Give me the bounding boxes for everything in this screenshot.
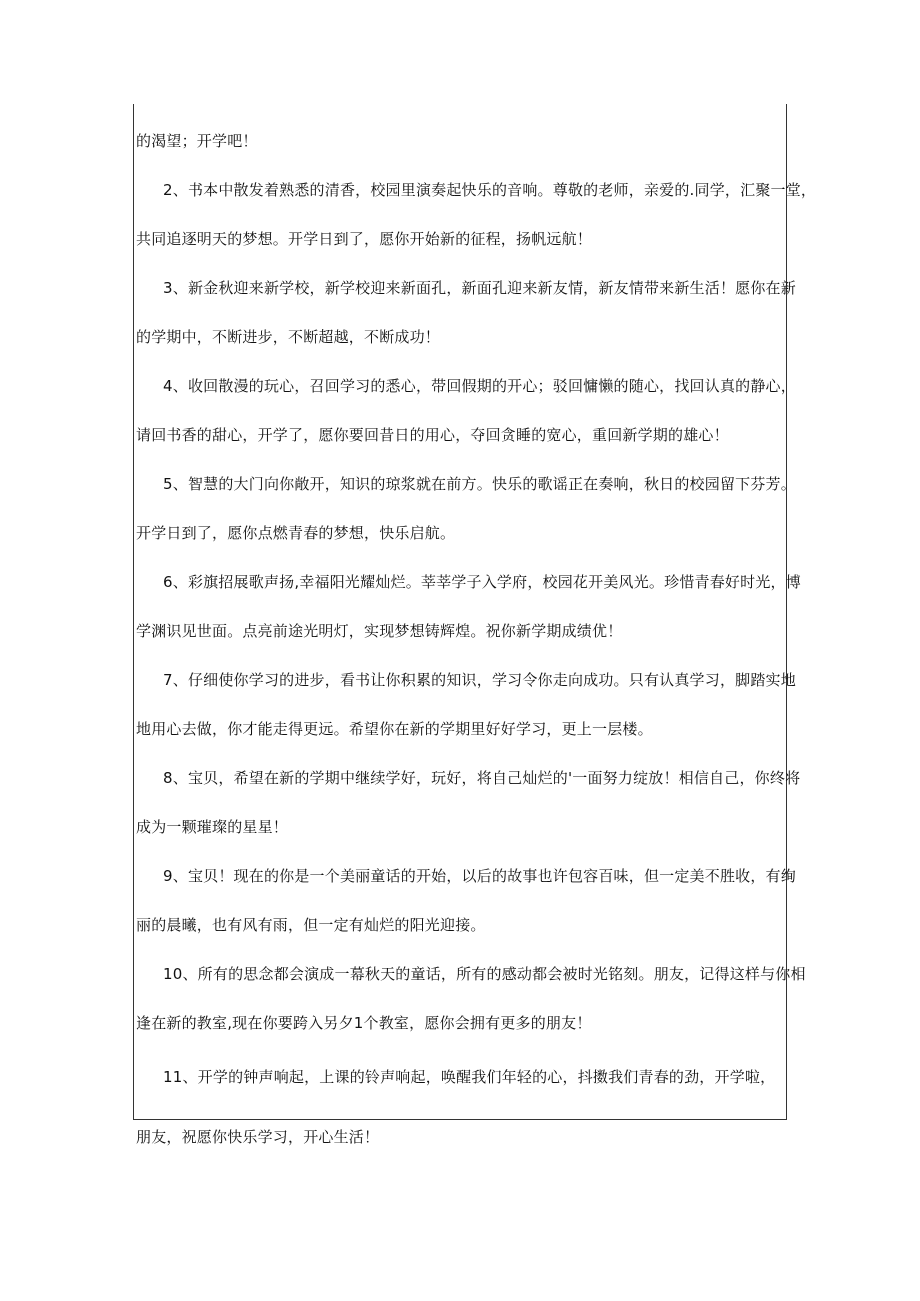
paragraph-10-line-2: 逢在新的教室,现在你要跨入另夕1个教室，愿你会拥有更多的朋友！ xyxy=(136,1014,592,1032)
continuation-text: 的渴望；开学吧！ xyxy=(136,132,258,150)
paragraph-9-line-1: 9、宝贝！现在的你是一个美丽童话的开始，以后的故事也许包容百味，但一定美不胜收，有绚 xyxy=(163,867,796,885)
paragraph-7-line-1: 7、仔细使你学习的进步，看书让你积累的知识，学习令你走向成功。只有认真学习，脚踏实地 xyxy=(163,671,796,689)
paragraph-4-line-2: 请回书香的甜心，开学了，愿你要回昔日的用心，夺回贪睡的宽心，重回新学期的雄心！ xyxy=(136,426,729,444)
paragraph-10-line-1: 10、所有的思念都会演成一幕秋天的童话，所有的感动都会被时光铭刻。朋友，记得这样与你相 xyxy=(163,965,806,983)
paragraph-5-line-1: 5、智慧的大门向你敞开，知识的琼浆就在前方。快乐的歌谣正在奏响，秋日的校园留下芬芳。 xyxy=(163,475,796,493)
paragraph-4-line-1: 4、收回散漫的玩心，召回学习的悉心，带回假期的开心；驳回慵懒的随心，找回认真的静心， xyxy=(163,377,796,395)
paragraph-11-line-2: 朋友，祝愿你快乐学习，开心生活！ xyxy=(136,1128,380,1146)
paragraph-6-line-1: 6、彩旗招展歌声扬,幸福阳光耀灿烂。莘莘学子入学府，校园花开美风光。珍惜青春好时光，博 xyxy=(163,573,801,591)
paragraph-7-line-2: 地用心去做，你才能走得更远。希望你在新的学期里好好学习，更上一层楼。 xyxy=(136,720,653,738)
paragraph-9-line-2: 丽的晨曦，也有风有雨，但一定有灿烂的阳光迎接。 xyxy=(136,916,486,934)
paragraph-8-line-1: 8、宝贝，希望在新的学期中继续学好，玩好，将自己灿烂的'一面努力绽放！相信自己，你终将 xyxy=(163,769,801,787)
paragraph-5-line-2: 开学日到了，愿你点燃青春的梦想，快乐启航。 xyxy=(136,524,456,542)
paragraph-2-line-1: 2、书本中散发着熟悉的清香，校园里演奏起快乐的音响。尊敬的老师，亲爱的.同学，汇聚一堂， xyxy=(163,181,817,199)
paragraph-2-line-2: 共同追逐明天的梦想。开学日到了，愿你开始新的征程，扬帆远航！ xyxy=(136,230,593,248)
paragraph-3-line-1: 3、新金秋迎来新学校，新学校迎来新面孔，新面孔迎来新友情，新友情带来新生活！愿你在新 xyxy=(163,279,796,297)
paragraph-6-line-2: 学渊识见世面。点亮前途光明灯，实现梦想铸辉煌。祝你新学期成绩优！ xyxy=(136,622,623,640)
paragraph-8-line-2: 成为一颗璀璨的星星！ xyxy=(136,818,289,836)
paragraph-11-line-1: 11、开学的钟声响起，上课的铃声响起，唤醒我们年轻的心，抖擞我们青春的劲，开学啦， xyxy=(163,1068,776,1086)
paragraph-3-line-2: 的学期中，不断进步，不断超越，不断成功！ xyxy=(136,328,441,346)
